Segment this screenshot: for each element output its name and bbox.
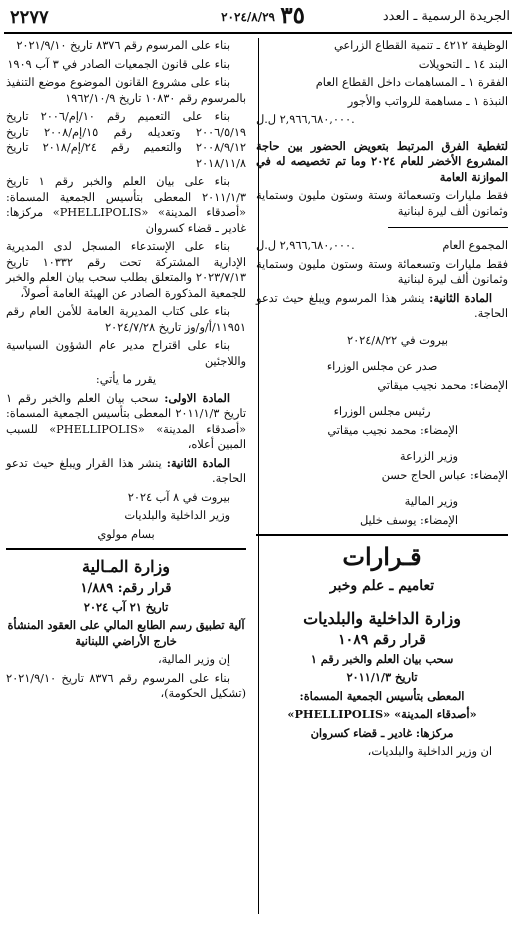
whereas-7: بناء على كتاب المديرية العامة للأمن العام رقم ١١٩٥١/أ/و/وز تاريخ ٢٠٢٤/٧/٢٨ bbox=[6, 305, 246, 334]
total-label: المجموع العام bbox=[442, 239, 508, 252]
budget-job-line: الوظيفة ٤٢١٢ ـ تنمية القطاع الزراعي bbox=[333, 39, 508, 52]
whereas-6: بناء على الإستدعاء المسجل لدى المديرية الإدارية المشتركة تحت رقم ١٠٣٣٢ تاريخ ٢٠٢٣/٧/١٣ والمتعلق بطلب سحب بيان العلم والخبر للجمعية المذكورة الصادر عن الهيئة العامة أصولاً، bbox=[6, 240, 246, 300]
gazette-title: الجريدة الرسمية ـ العدد bbox=[382, 9, 510, 24]
signature-1: الإمضاء: محمد نجيب ميقاتي bbox=[377, 378, 508, 392]
finance-whereas-1: بناء على المرسوم رقم ٨٣٧٦ تاريخ ٢٠٢١/٩/١٠ (تشكيل الحكومة)، bbox=[6, 671, 246, 700]
signature-2: الإمضاء: محمد نجيب ميقاتي bbox=[327, 423, 458, 437]
amount-words-2: فقط مليارات وتسعمائة وستة وستون مليون وستماية وثمانون ألف ليرة لبنانية bbox=[256, 257, 508, 286]
whereas-4: بناء على التعميم رقم ١٠/إم/٢٠٠٦ تاريخ ٢٠٠٦/٥/١٩ وتعديله رقم ١٥/إم/٢٠٠٨ تاريخ ٢٠٠٨/٩/١٢ والتعميم رقم ٢٤/إم/٢٠١٨ تاريخ ٢٠١٨/١١/٨ bbox=[6, 110, 246, 170]
hq-line: مركزها: غادير ـ قضاء كسروان bbox=[310, 725, 454, 740]
decisions-section bbox=[256, 534, 508, 760]
finance-ministry-heading: وزارة المـالية bbox=[82, 557, 170, 576]
beirut-date-left: بيروت في ٨ آب ٢٠٢٤ bbox=[127, 490, 230, 504]
article-one bbox=[6, 391, 246, 453]
total-amount: ٢,٩٦٦,٦٨٠,٠٠٠ ل.ل. bbox=[256, 239, 355, 252]
fin-minister-title: وزير المالية bbox=[404, 495, 458, 508]
header-rule bbox=[4, 32, 512, 34]
ministry-heading: وزارة الداخلية والبلديات bbox=[303, 609, 461, 628]
budget-para-line: الفقرة ١ ـ المساهمات داخل القطاع العام bbox=[315, 76, 508, 89]
budget-sub-line: النبذة ١ ـ مساهمة للرواتب والأجور bbox=[347, 94, 508, 108]
decides-line: يقرر ما يأتي: bbox=[95, 373, 157, 386]
minister-title-left: وزير الداخلية والبلديات bbox=[124, 509, 230, 522]
assoc-line: المعطى بتأسيس الجمعية المسماة: bbox=[299, 688, 465, 703]
decisions-heading: قـرارات bbox=[342, 542, 422, 571]
withdraw-title: سحب بيان العلم والخبر رقم ١ bbox=[310, 651, 454, 666]
issued-by: صدر عن مجلس الوزراء bbox=[326, 360, 438, 373]
signature-3: الإمضاء: عباس الحاج حسن bbox=[381, 468, 508, 482]
pm-title: رئيس مجلس الوزراء bbox=[333, 405, 431, 418]
article-two-left bbox=[6, 456, 246, 487]
agri-minister-title: وزير الزراعة bbox=[399, 450, 458, 463]
right-column bbox=[256, 38, 508, 930]
page-header bbox=[6, 2, 510, 32]
total-row bbox=[256, 238, 508, 254]
left-column bbox=[6, 38, 246, 930]
whereas-8: بناء على اقتراح مدير عام الشؤون السياسية واللاجئين bbox=[6, 339, 246, 368]
finance-decision-title: آلية تطبيق رسم الطابع المالي على العقود المنشأة خارج الأراضي اللبنانية bbox=[7, 618, 245, 648]
finance-decision-date: تاريخ ٢١ آب ٢٠٢٤ bbox=[83, 599, 169, 614]
article-one-label: المادة الاولى: bbox=[164, 390, 230, 405]
minister-intro: ان وزير الداخلية والبلديات، bbox=[367, 745, 492, 758]
beirut-date: بيروت في ٢٠٢٤/٨/٢٢ bbox=[347, 333, 448, 347]
budget-item-line: البند ١٤ ـ التحويلات bbox=[418, 57, 508, 71]
bold-purpose-para: لتغطية الفرق المرتبط بتعويض الحضور بين حاجة المشروع الأخضر للعام ٢٠٢٤ وما تم تخصيصه له في الموازنة العامة bbox=[256, 138, 508, 184]
page-number: ٢٢٧٧ bbox=[10, 7, 49, 28]
whereas-3: بناء على مشروع القانون الموضوع موضع التنفيذ بالمرسوم رقم ١٠٨٣٠ تاريخ ١٩٦٢/١٠/٩ bbox=[6, 76, 246, 105]
amount-1: ٢,٩٦٦,٦٨٠,٠٠٠ ل.ل. bbox=[256, 113, 355, 126]
finance-section bbox=[6, 548, 246, 702]
issue-number: ٣٥ bbox=[280, 2, 305, 29]
issue-date: ٢٠٢٤/٨/٢٩ bbox=[221, 10, 275, 24]
assoc-name: «أصدقاء المدينة» «PHELLIPOLIS» bbox=[287, 707, 477, 721]
article-one-text: سحب بيان العلم والخبر رقم ١ تاريخ ٢٠١١/١/٣ المعطى بتأسيس الجمعية المسماة: «أصدقاء المدينة» «PHELLIPOLIS» للسبب المبين أعلاه، bbox=[6, 391, 246, 451]
decision-number: قرار رقم ١٠٨٩ bbox=[338, 632, 426, 648]
whereas-5: بناء على بيان العلم والخبر رقم ١ تاريخ ٢٠١١/١/٣ المعطى بتأسيس الجمعية المسماة: «أصدقاء المدينة» «PHELLIPOLIS» مركزها: غادير ـ قضاء كسروان bbox=[6, 175, 246, 235]
total-separator bbox=[388, 227, 508, 228]
article-two-left-text: ينشر هذا القرار ويبلغ حيث تدعو الحاجة. bbox=[6, 456, 246, 485]
amount-words-1: فقط مليارات وتسعمائة وستة وستون مليون وستماية وثمانون ألف ليرة لبنانية bbox=[256, 189, 508, 218]
whereas-2: بناء على قانون الجمعيات الصادر في ٣ آب ١٩٠٩ bbox=[7, 57, 230, 71]
withdraw-date: تاريخ ٢٠١١/١/٣ bbox=[346, 670, 418, 684]
article-two-label: المادة الثانية: bbox=[429, 290, 492, 305]
finance-decision-number: قرار رقم: ١/٨٨٩ bbox=[80, 581, 172, 596]
signature-4: الإمضاء: يوسف خليل bbox=[360, 513, 458, 527]
whereas-1: بناء على المرسوم رقم ٨٣٧٦ تاريخ ٢٠٢١/٩/١٠ bbox=[16, 39, 230, 52]
circulars-heading: تعاميم ـ علم وخبر bbox=[329, 578, 435, 594]
finance-intro: إن وزير المالية، bbox=[157, 653, 230, 666]
article-two bbox=[256, 291, 508, 322]
minister-name-left: بسام مولوي bbox=[97, 527, 155, 541]
article-two-text: ينشر هذا المرسوم ويبلغ حيث تدعو الحاجة. bbox=[256, 291, 508, 320]
article-two-left-label: المادة الثانية: bbox=[166, 455, 230, 470]
